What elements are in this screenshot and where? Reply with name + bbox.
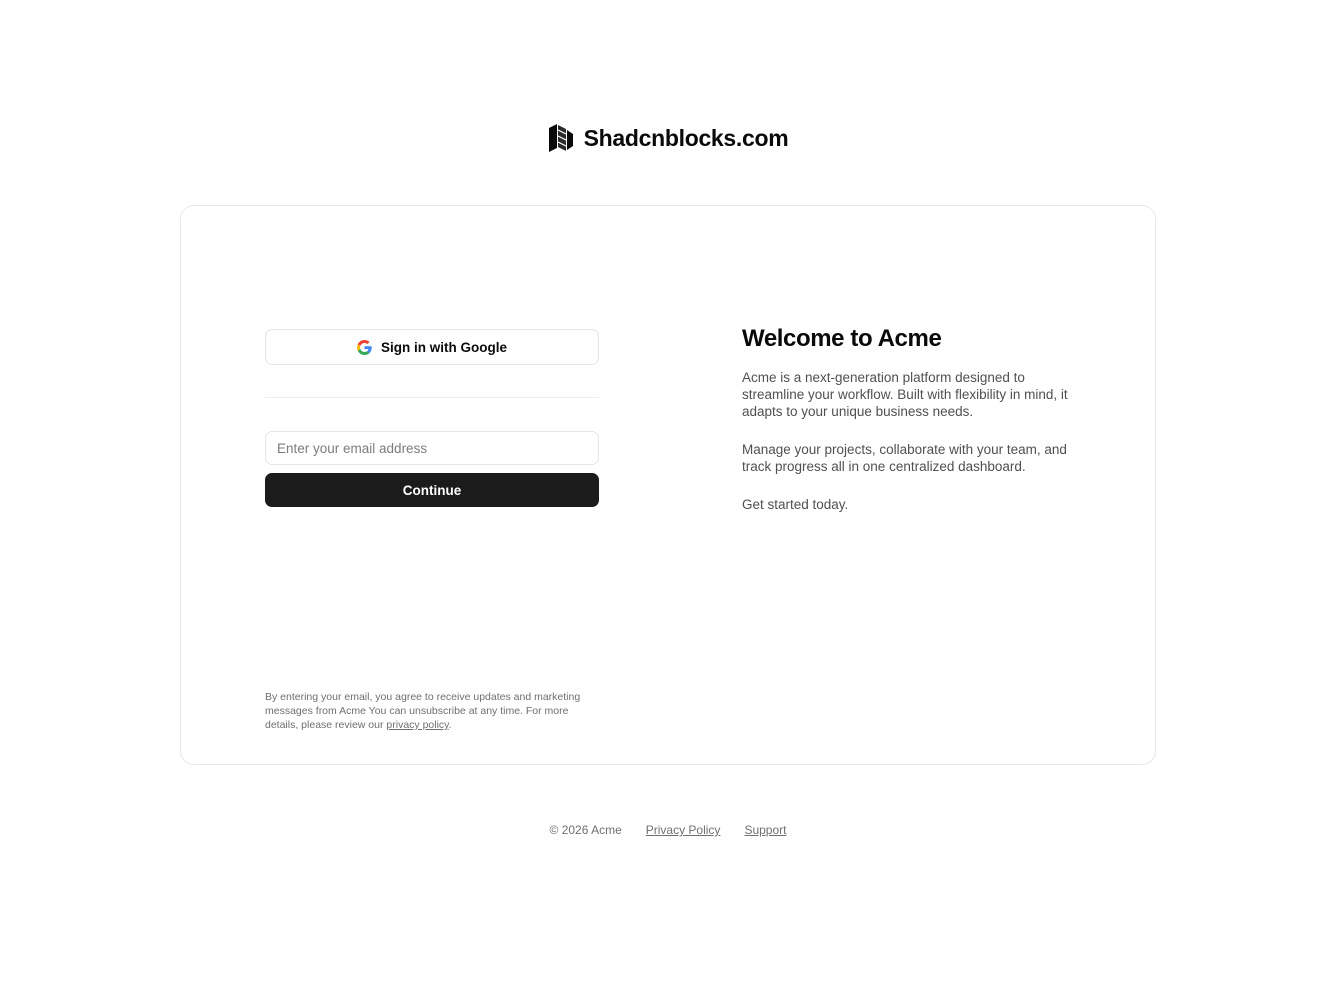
email-input[interactable] [265, 431, 599, 465]
privacy-policy-link[interactable]: privacy policy [386, 719, 449, 731]
footer [550, 823, 787, 837]
auth-card [180, 205, 1156, 765]
sign-in-with-google-button[interactable] [265, 329, 599, 365]
auth-card-right [668, 206, 1155, 764]
auth-card-left [181, 206, 668, 764]
footer-support-link[interactable]: Support [744, 823, 787, 837]
google-icon [357, 340, 372, 355]
legal-text-first: By entering your email, you agree to receive updates and marketing messages from Acme You can unsubscribe at any time. For more details, please review our [265, 691, 581, 731]
brand [548, 124, 789, 152]
welcome-paragraph-2: Manage your projects, collaborate with your team, and track progress all in one centralized dashboard. [742, 442, 1067, 474]
welcome-description [742, 369, 1072, 513]
sign-in-with-google-label: Sign in with Google [381, 339, 507, 355]
brand-name: Shadcnblocks.com [583, 124, 789, 151]
welcome-paragraph-3: Get started today. [742, 497, 849, 512]
shadcnblocks-logo-icon [548, 124, 574, 152]
page-title: Welcome to Acme [742, 325, 942, 352]
signin-form [265, 329, 599, 507]
form-divider [265, 397, 599, 398]
legal-disclaimer [265, 690, 601, 732]
footer-copyright: © 2026 Acme [549, 823, 622, 837]
footer-privacy-policy-link[interactable]: Privacy Policy [645, 823, 721, 837]
continue-button[interactable]: Continue [265, 473, 599, 507]
legal-text-last: . [448, 719, 452, 731]
welcome-paragraph-1: Acme is a next-generation platform designed to streamline your workflow. Built with flexibility in mind, it adapts to your unique business needs. [742, 370, 1068, 419]
